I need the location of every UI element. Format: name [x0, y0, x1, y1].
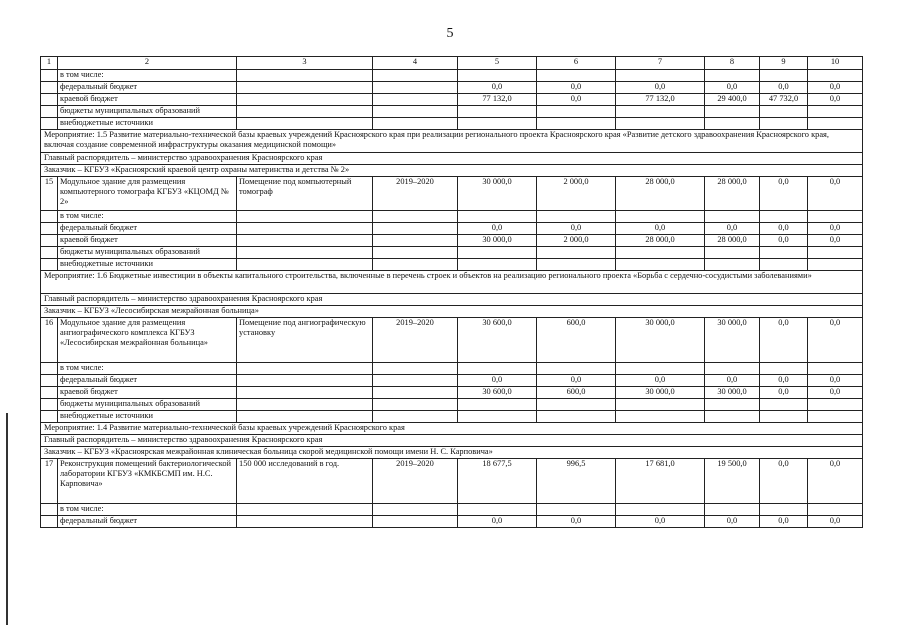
- header-cell: 5: [458, 57, 537, 70]
- value-cell: 0,0: [760, 177, 808, 211]
- value-cell: 0,0: [537, 94, 616, 106]
- table-row: [41, 118, 863, 130]
- header-cell: 4: [373, 57, 458, 70]
- table-row: [41, 106, 863, 118]
- manager-text: Главный распорядитель – министерство здравоохранения Красноярского края: [41, 153, 863, 165]
- value-cell: 77 132,0: [458, 94, 537, 106]
- value-cell: 0,0: [808, 82, 863, 94]
- value-cell: 0,0: [760, 459, 808, 504]
- row-label: краевой бюджет: [58, 387, 237, 399]
- value-cell: 0,0: [705, 223, 760, 235]
- row-label: федеральный бюджет: [58, 223, 237, 235]
- customer-row: [41, 447, 863, 459]
- value-cell: 30 000,0: [705, 387, 760, 399]
- period-cell: 2019–2020: [373, 177, 458, 211]
- object-purpose: 150 000 исследований в год.: [237, 459, 373, 504]
- value-cell: 30 600,0: [458, 387, 537, 399]
- customer-row: [41, 306, 863, 318]
- value-cell: 0,0: [537, 223, 616, 235]
- row-label: федеральный бюджет: [58, 516, 237, 528]
- value-cell: 77 132,0: [616, 94, 705, 106]
- manager-text: Главный распорядитель – министерство здравоохранения Красноярского края: [41, 435, 863, 447]
- manager-text: Главный распорядитель – министерство здравоохранения Красноярского края: [41, 294, 863, 306]
- manager-row: [41, 294, 863, 306]
- value-cell: 0,0: [537, 516, 616, 528]
- value-cell: 28 000,0: [616, 235, 705, 247]
- measure-text: Мероприятие: 1.6 Бюджетные инвестиции в объекты капитального строительства, включенные в перечень строек и объектов на реализацию регионального проекта «Борьба с сердечно-сосудистыми заболеваниями»: [41, 271, 863, 294]
- row-label: внебюджетные источники: [58, 411, 237, 423]
- table-row: [41, 94, 863, 106]
- table-row: [41, 247, 863, 259]
- table-row: [41, 387, 863, 399]
- value-cell: 0,0: [760, 516, 808, 528]
- value-cell: 30 000,0: [616, 387, 705, 399]
- value-cell: 0,0: [808, 94, 863, 106]
- table-row: [41, 259, 863, 271]
- row-label: федеральный бюджет: [58, 375, 237, 387]
- margin-line: [6, 413, 8, 625]
- measure-text: Мероприятие: 1.5 Развитие материально-технической базы краевых учреждений Красноярского края при реализации регионального проекта Красноярского края «Развитие детского здравоохранения Красноярского края, включая создание современной инфраструктуры оказания медицинской помощи»: [41, 130, 863, 153]
- customer-text: Заказчик – КГБУЗ «Красноярская межрайонная клиническая больница скорой медицинской помощи имени Н. С. Карповича»: [41, 447, 863, 459]
- table-row: [41, 363, 863, 375]
- row-label: в том числе:: [58, 504, 237, 516]
- value-cell: 0,0: [458, 375, 537, 387]
- header-cell: 1: [41, 57, 58, 70]
- row-label: внебюджетные источники: [58, 259, 237, 271]
- manager-row: [41, 435, 863, 447]
- value-cell: 30 000,0: [705, 318, 760, 363]
- row-label: краевой бюджет: [58, 94, 237, 106]
- customer-row: [41, 165, 863, 177]
- value-cell: 0,0: [458, 516, 537, 528]
- measure-text: Мероприятие: 1.4 Развитие материально-технической базы краевых учреждений Красноярского края: [41, 423, 863, 435]
- value-cell: 17 681,0: [616, 459, 705, 504]
- value-cell: 0,0: [616, 223, 705, 235]
- value-cell: 0,0: [616, 516, 705, 528]
- header-cell: 2: [58, 57, 237, 70]
- value-cell: 600,0: [537, 387, 616, 399]
- value-cell: 0,0: [808, 177, 863, 211]
- value-cell: 47 732,0: [760, 94, 808, 106]
- table-row: [41, 516, 863, 528]
- row-label: бюджеты муниципальных образований: [58, 106, 237, 118]
- row-number: 15: [41, 177, 58, 211]
- table-row: [41, 177, 863, 211]
- value-cell: 28 000,0: [705, 177, 760, 211]
- header-cell: 8: [705, 57, 760, 70]
- value-cell: 0,0: [808, 516, 863, 528]
- value-cell: 0,0: [808, 235, 863, 247]
- row-label: в том числе:: [58, 363, 237, 375]
- header-cell: 10: [808, 57, 863, 70]
- row-label: бюджеты муниципальных образований: [58, 399, 237, 411]
- row-label: федеральный бюджет: [58, 82, 237, 94]
- measure-row: [41, 130, 863, 153]
- value-cell: 0,0: [808, 318, 863, 363]
- value-cell: 0,0: [537, 375, 616, 387]
- value-cell: 0,0: [616, 82, 705, 94]
- table-row: [41, 235, 863, 247]
- value-cell: 0,0: [808, 387, 863, 399]
- header-cell: 6: [537, 57, 616, 70]
- row-number: 17: [41, 459, 58, 504]
- row-number: 16: [41, 318, 58, 363]
- value-cell: 18 677,5: [458, 459, 537, 504]
- measure-row: [41, 271, 863, 294]
- table-row: [41, 70, 863, 82]
- row-label: внебюджетные источники: [58, 118, 237, 130]
- header-cell: 7: [616, 57, 705, 70]
- table-row: [41, 211, 863, 223]
- value-cell: 0,0: [705, 375, 760, 387]
- object-name: Реконструкция помещений бактериологической лаборатории КГБУЗ «КМКБСМП им. Н.С. Карповича»: [58, 459, 237, 504]
- row-label: в том числе:: [58, 70, 237, 82]
- manager-row: [41, 153, 863, 165]
- value-cell: 0,0: [760, 318, 808, 363]
- customer-text: Заказчик – КГБУЗ «Лесосибирская межрайонная больница»: [41, 306, 863, 318]
- budget-table: [40, 56, 863, 528]
- value-cell: 0,0: [760, 387, 808, 399]
- table-row: [41, 411, 863, 423]
- value-cell: 0,0: [760, 235, 808, 247]
- value-cell: 2 000,0: [537, 177, 616, 211]
- table-row: [41, 459, 863, 504]
- value-cell: 28 000,0: [705, 235, 760, 247]
- row-label: краевой бюджет: [58, 235, 237, 247]
- value-cell: 0,0: [705, 82, 760, 94]
- value-cell: 600,0: [537, 318, 616, 363]
- value-cell: 0,0: [537, 82, 616, 94]
- value-cell: 30 000,0: [616, 318, 705, 363]
- value-cell: 0,0: [808, 459, 863, 504]
- value-cell: 0,0: [760, 375, 808, 387]
- value-cell: 0,0: [760, 82, 808, 94]
- measure-row: [41, 423, 863, 435]
- value-cell: 0,0: [458, 82, 537, 94]
- customer-text: Заказчик – КГБУЗ «Красноярский краевой центр охраны материнства и детства № 2»: [41, 165, 863, 177]
- table-row: [41, 318, 863, 363]
- value-cell: 0,0: [808, 375, 863, 387]
- value-cell: 30 000,0: [458, 235, 537, 247]
- value-cell: 2 000,0: [537, 235, 616, 247]
- value-cell: 0,0: [808, 223, 863, 235]
- value-cell: 0,0: [705, 516, 760, 528]
- table-row: [41, 504, 863, 516]
- table-row: [41, 82, 863, 94]
- row-label: в том числе:: [58, 211, 237, 223]
- page-number: 5: [446, 26, 454, 41]
- object-purpose: Помещение под компьютерный томограф: [237, 177, 373, 211]
- header-cell: 9: [760, 57, 808, 70]
- value-cell: 0,0: [760, 223, 808, 235]
- table-row: [41, 399, 863, 411]
- table-row: [41, 223, 863, 235]
- value-cell: 30 000,0: [458, 177, 537, 211]
- header-cell: 3: [237, 57, 373, 70]
- value-cell: 996,5: [537, 459, 616, 504]
- value-cell: 28 000,0: [616, 177, 705, 211]
- period-cell: 2019–2020: [373, 318, 458, 363]
- value-cell: 30 600,0: [458, 318, 537, 363]
- value-cell: 0,0: [616, 375, 705, 387]
- header-row: [41, 57, 863, 70]
- value-cell: 19 500,0: [705, 459, 760, 504]
- period-cell: 2019–2020: [373, 459, 458, 504]
- object-name: Модульное здание для размещения ангиографического комплекса КГБУЗ «Лесосибирская межрайонная больница»: [58, 318, 237, 363]
- value-cell: 0,0: [458, 223, 537, 235]
- object-purpose: Помещение под ангиографическую установку: [237, 318, 373, 363]
- table-row: [41, 375, 863, 387]
- row-label: бюджеты муниципальных образований: [58, 247, 237, 259]
- value-cell: 29 400,0: [705, 94, 760, 106]
- object-name: Модульное здание для размещения компьютерного томографа КГБУЗ «КЦОМД № 2»: [58, 177, 237, 211]
